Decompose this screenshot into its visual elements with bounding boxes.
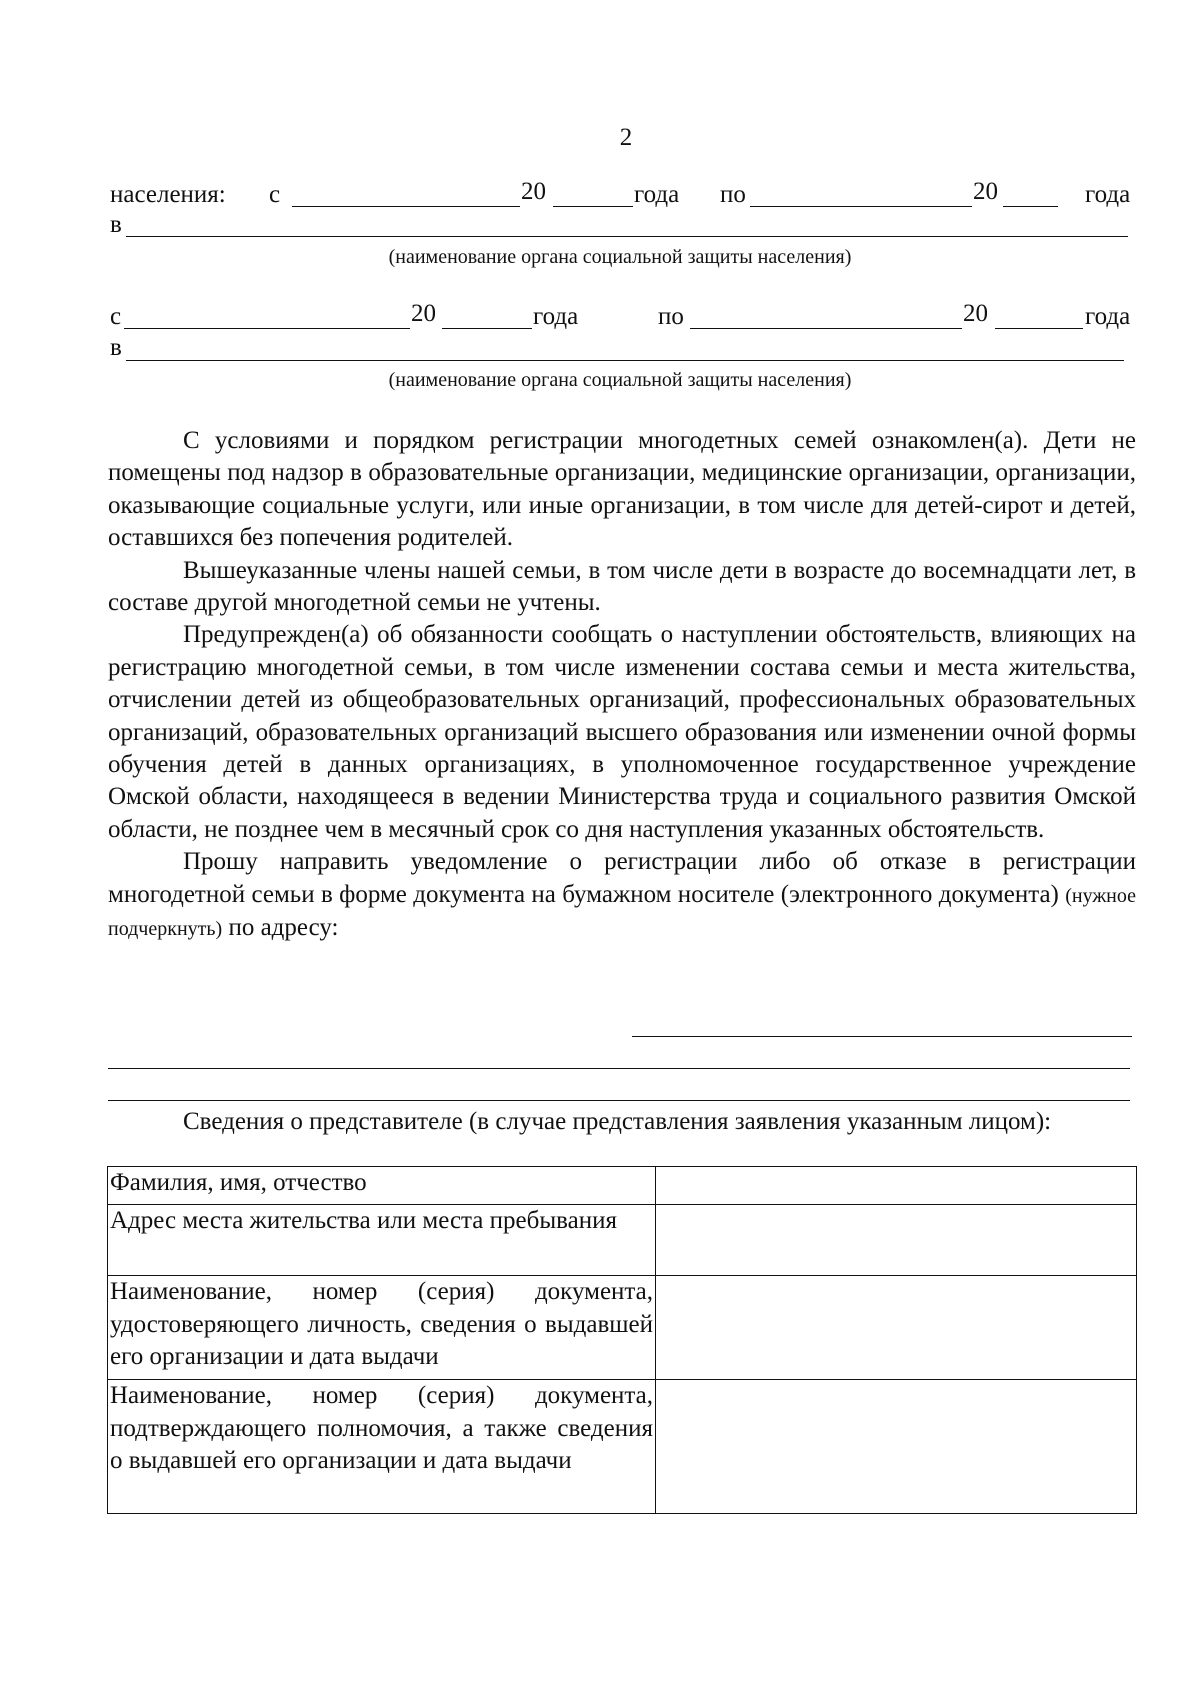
rep-value-address[interactable] [656,1205,1137,1276]
period-2-in: в [110,334,122,361]
table-row [108,1276,1137,1380]
period-2-caption: (наименование органа социальной защиты населения) [388,369,852,391]
period-1-from-year-field[interactable] [553,206,633,207]
paragraph-warning: Предупрежден(а) об обязанности сообщать о наступлении обстоятельств, влияющих на регистрацию многодетной семьи, в том числе изменении состава семьи и места жительства, отчислении детей из общеобразовательных организаций, профессиональных образовательных организаций, образовательных организаций высшего образования или изменении очной формы обучения детей в данных организациях, в уполномоченное государственное учреждение Омской области, находящееся в ведении Министерства труда и социального развития Омской области, не позднее чем в месячный срок со дня наступления указанных обстоятельств. [108,621,1136,843]
address-field-line-2[interactable] [108,1068,1130,1069]
period-2-from-year-field[interactable] [442,328,532,329]
table-row [108,1205,1137,1276]
period-2-century: 20 [411,300,436,327]
declaration-body [108,425,1136,946]
rep-label-address: Адрес места жительства или места пребывания [108,1205,656,1276]
page-number: 2 [619,124,633,151]
period-1-century: 20 [521,178,546,205]
address-field-line-3[interactable] [108,1100,1130,1101]
address-field-line-1[interactable] [632,1036,1132,1037]
period-2-authority-field[interactable] [126,360,1124,361]
rep-label-full-name: Фамилия, имя, отчество [108,1167,656,1205]
underline-note: (нужное подчеркнуть) [108,884,1136,941]
rep-value-identity-document[interactable] [656,1276,1137,1380]
period-2-to-year-field[interactable] [995,328,1083,329]
period-1-year-word-2: года [1085,181,1131,208]
period-1-year-word: года [634,181,680,208]
rep-label-authority-document: Наименование, номер (серия) документа, подтверждающего полномочия, а также сведения о выдавшей его организации и дата выдачи [108,1380,656,1514]
rep-value-authority-document[interactable] [656,1380,1137,1514]
period-2-year-word: года [533,303,579,330]
period-1-lead: населения: [110,181,226,208]
representative-intro [108,1106,1136,1138]
period-2-to: по [658,303,684,330]
representative-intro-text: Сведения о представителе (в случае представления заявления указанным лицом): [183,1108,1052,1135]
paragraph-acknowledgement: С условиями и порядком регистрации многодетных семей ознакомлен(а). Дети не помещены под надзор в образовательные организации, медицинские организации, организации, оказывающие социальные услуги, или иные организации, в том числе для детей-сирот и детей, оставшихся без попечения родителей. [108,427,1136,552]
period-1-to: по [720,181,746,208]
period-2-to-date-field[interactable] [690,328,962,329]
paragraph-not-counted: Вышеуказанные члены нашей семьи, в том числе дети в возрасте до восемнадцати лет, в составе другой многодетной семьи не учтены. [108,556,1136,617]
paragraph-notification-request [108,846,1136,945]
address-label: по адресу: [228,914,339,942]
period-1-century-2: 20 [973,178,998,205]
period-1-authority-field[interactable] [126,236,1128,237]
period-2-from: с [110,303,122,330]
period-1-caption: (наименование органа социальной защиты населения) [388,246,852,268]
period-1-from: с [269,181,281,208]
period-1-to-date-field[interactable] [750,206,972,207]
period-1-from-date-field[interactable] [292,206,520,207]
table-row [108,1167,1137,1205]
period-2-year-word-2: года [1085,303,1131,330]
period-1-in: в [110,211,122,238]
rep-value-full-name[interactable] [656,1167,1137,1205]
period-2-century-2: 20 [963,300,988,327]
notification-request-text: Прошу направить уведомление о регистрации либо об отказе в регистрации многодетной семьи в форме документа на бумажном носителе (электронного документа) [108,848,1136,908]
representative-table [107,1166,1137,1514]
table-row [108,1380,1137,1514]
rep-label-identity-document: Наименование, номер (серия) документа, удостоверяющего личность, сведения о выдавшей его организации и дата выдачи [108,1276,656,1380]
period-1-to-year-field[interactable] [1003,206,1058,207]
period-2-from-date-field[interactable] [124,328,410,329]
